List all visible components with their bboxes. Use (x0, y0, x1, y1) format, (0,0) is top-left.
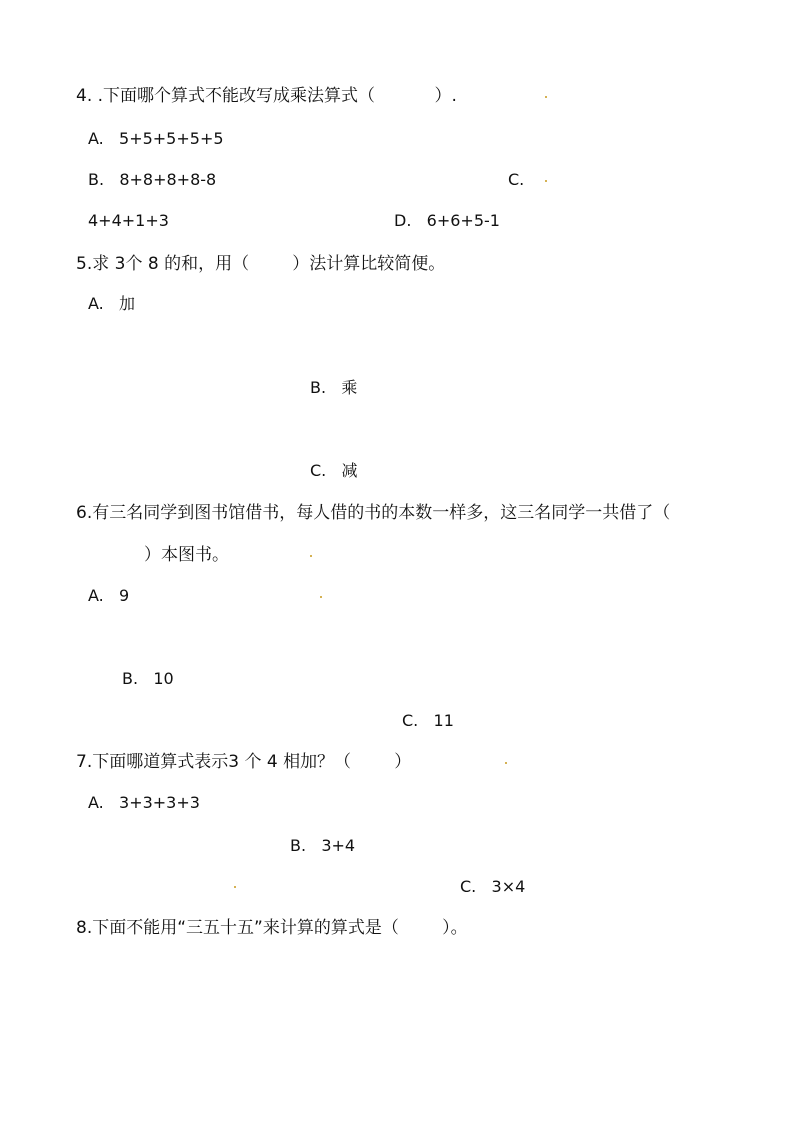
q7-option-a: A. 3+3+3+3 (88, 793, 200, 812)
question-6-line-1: 6.有三名同学到图书馆借书，每人借的书的本数一样多，这三名同学一共借了（ (76, 503, 671, 523)
question-8: 8.下面不能用“三五十五”来计算的算式是（ ）。 (76, 918, 468, 938)
marker-dot (545, 180, 547, 182)
q6-option-b: B. 10 (122, 669, 174, 688)
marker-dot (234, 886, 236, 888)
marker-dot (545, 96, 547, 98)
q4-option-c-value: 4+4+1+3 (88, 211, 169, 230)
q4-option-d: D. 6+6+5-1 (394, 211, 500, 230)
q7-option-c: C. 3×4 (460, 877, 526, 896)
q5-option-a: A. 加 (88, 294, 136, 313)
question-6-line-2: ）本图书。 (144, 545, 229, 565)
marker-dot (320, 596, 322, 598)
q4-option-b: B. 8+8+8+8-8 (88, 170, 217, 189)
q4-option-a: A. 5+5+5+5+5 (88, 129, 224, 148)
q6-option-a: A. 9 (88, 586, 130, 605)
q6-option-c: C. 11 (402, 711, 454, 730)
marker-dot (310, 555, 312, 557)
q5-option-c: C. 减 (310, 461, 358, 480)
marker-dot (505, 762, 507, 764)
question-7: 7.下面哪道算式表示3 个 4 相加？（ ） (76, 752, 412, 772)
question-5: 5.求 3个 8 的和，用（ ）法计算比较简便。 (76, 254, 446, 274)
q5-option-b: B. 乘 (310, 378, 358, 397)
question-4: 4. .下面哪个算式不能改写成乘法算式（ ）. (76, 86, 457, 106)
q7-option-b: B. 3+4 (290, 836, 356, 855)
q4-option-c-label: C. (508, 170, 525, 189)
